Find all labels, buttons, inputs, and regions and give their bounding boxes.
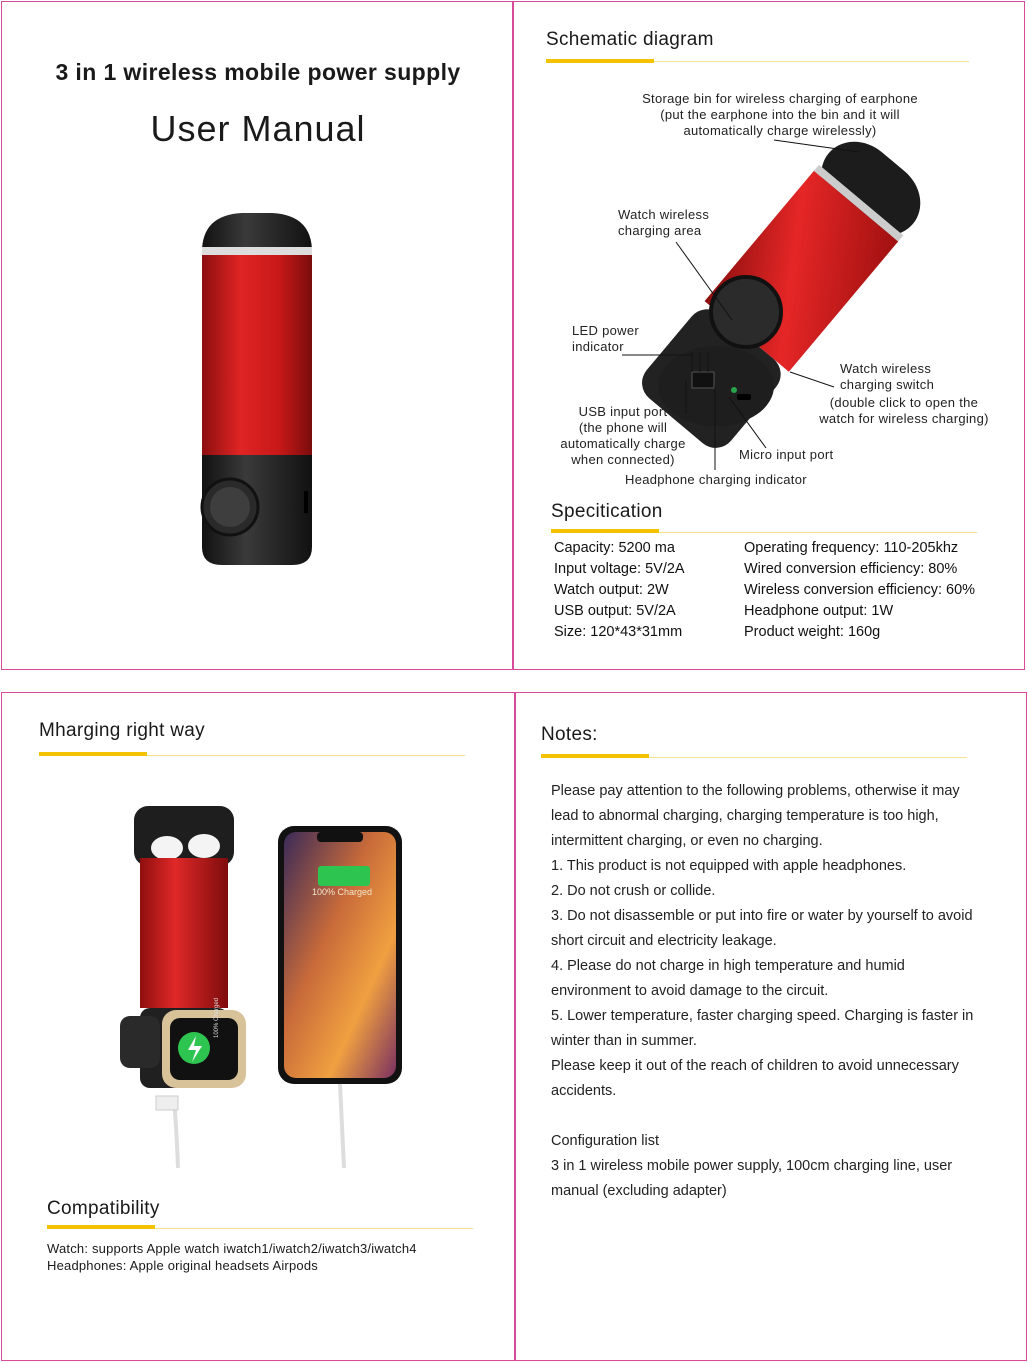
- spec-right-4: Product weight: 160g: [744, 624, 881, 640]
- label-micro: Micro input port: [739, 447, 834, 462]
- notes-line: environment to avoid damage to the circuit.: [551, 983, 829, 999]
- notes-line: lead to abnormal charging, charging temperature is too high,: [551, 808, 939, 824]
- cover-panel: [1, 1, 513, 670]
- spec-left-0: Capacity: 5200 ma: [554, 540, 675, 556]
- schematic-panel: [513, 1, 1025, 670]
- notes-panel: [515, 692, 1027, 1361]
- spec-right-1: Wired conversion efficiency: 80%: [744, 561, 958, 577]
- spec-right-0: Operating frequency: 110-205khz: [744, 540, 959, 556]
- label-line: LED power: [572, 323, 640, 338]
- label-line: Watch wireless: [618, 207, 710, 222]
- label-watch-area: [618, 207, 709, 239]
- notes-line: Configuration list: [551, 1133, 659, 1149]
- heading-rule: [649, 757, 967, 758]
- heading-underline: [541, 754, 649, 758]
- notes-line: Please pay attention to the following problems, otherwise it may: [551, 783, 960, 799]
- schematic-heading: Schematic diagram: [546, 29, 714, 50]
- label-usb: [548, 404, 698, 468]
- notes-line: 4. Please do not charge in high temperature and humid: [551, 958, 905, 974]
- notes-line: manual (excluding adapter): [551, 1183, 727, 1199]
- notes-line: intermittent charging, or even no charging.: [551, 833, 823, 849]
- compatibility-line-1: Headphones: Apple original headsets Airpods: [47, 1258, 318, 1273]
- spec-left-2: Watch output: 2W: [554, 582, 669, 598]
- notes-line: winter than in summer.: [551, 1033, 697, 1049]
- compatibility-heading: Compatibility: [47, 1198, 160, 1219]
- label-line: USB input port: [578, 404, 668, 419]
- label-line: charging switch: [840, 377, 935, 392]
- compatibility-line-0: Watch: supports Apple watch iwatch1/iwatch2/iwatch3/iwatch4: [47, 1241, 417, 1256]
- notes-body: [551, 779, 1021, 1204]
- label-line: (double click to open the: [829, 395, 979, 410]
- label-line: indicator: [572, 339, 624, 354]
- label-line: automatically charge: [560, 436, 686, 451]
- cover-title: 3 in 1 wireless mobile power supply: [55, 59, 461, 85]
- charging-panel: [1, 692, 515, 1361]
- label-line: charging area: [618, 223, 702, 238]
- notes-line: short circuit and electricity leakage.: [551, 933, 777, 949]
- product-image-front: [192, 207, 322, 577]
- heading-underline: [551, 529, 659, 533]
- heading-rule: [155, 1228, 473, 1229]
- label-storage-bin: [594, 91, 966, 139]
- spec-left-3: USB output: 5V/2A: [554, 603, 676, 619]
- label-switch-note: [804, 395, 1004, 427]
- spec-right-2: Wireless conversion efficiency: 60%: [744, 582, 976, 598]
- notes-line: 3. Do not disassemble or put into fire or water by yourself to avoid: [551, 908, 973, 924]
- watch-charge-text: 100% Charged: [214, 997, 220, 1038]
- spec-right-3: Headphone output: 1W: [744, 603, 894, 619]
- heading-rule: [147, 755, 465, 756]
- notes-line: 5. Lower temperature, faster charging speed. Charging is faster in: [551, 1008, 974, 1024]
- label-line: (put the earphone into the bin and it will: [660, 107, 900, 122]
- notes-line: 3 in 1 wireless mobile power supply, 100cm charging line, user: [551, 1158, 953, 1174]
- label-headphone-indicator: Headphone charging indicator: [625, 472, 807, 487]
- notes-line: 2. Do not crush or collide.: [551, 883, 716, 899]
- heading-underline: [47, 1225, 155, 1229]
- spec-heading: Specitication: [551, 501, 663, 522]
- label-line: watch for wireless charging): [819, 411, 989, 426]
- notes-line: Please keep it out of the reach of children to avoid unnecessary: [551, 1058, 959, 1074]
- notes-line: [551, 1104, 1021, 1129]
- label-switch: [840, 361, 934, 393]
- cover-subtitle: User Manual: [150, 108, 366, 149]
- heading-underline: [39, 752, 147, 756]
- label-line: Storage bin for wireless charging of earphone: [642, 91, 918, 106]
- label-line: (the phone will: [578, 420, 668, 435]
- spec-left-4: Size: 120*43*31mm: [554, 624, 683, 640]
- spec-left-1: Input voltage: 5V/2A: [554, 561, 685, 577]
- label-line: when connected): [571, 452, 675, 467]
- notes-line: 1. This product is not equipped with apple headphones.: [551, 858, 907, 874]
- heading-rule: [659, 532, 977, 533]
- phone-charge-text: 100% Charged: [312, 887, 373, 897]
- notes-heading: Notes:: [541, 724, 598, 745]
- label-line: automatically charge wirelessly): [683, 123, 877, 138]
- label-led: [572, 323, 639, 355]
- charging-photo: [112, 798, 412, 1178]
- notes-line: accidents.: [551, 1083, 617, 1099]
- charging-heading: Mharging right way: [39, 720, 205, 741]
- label-line: Watch wireless: [840, 361, 932, 376]
